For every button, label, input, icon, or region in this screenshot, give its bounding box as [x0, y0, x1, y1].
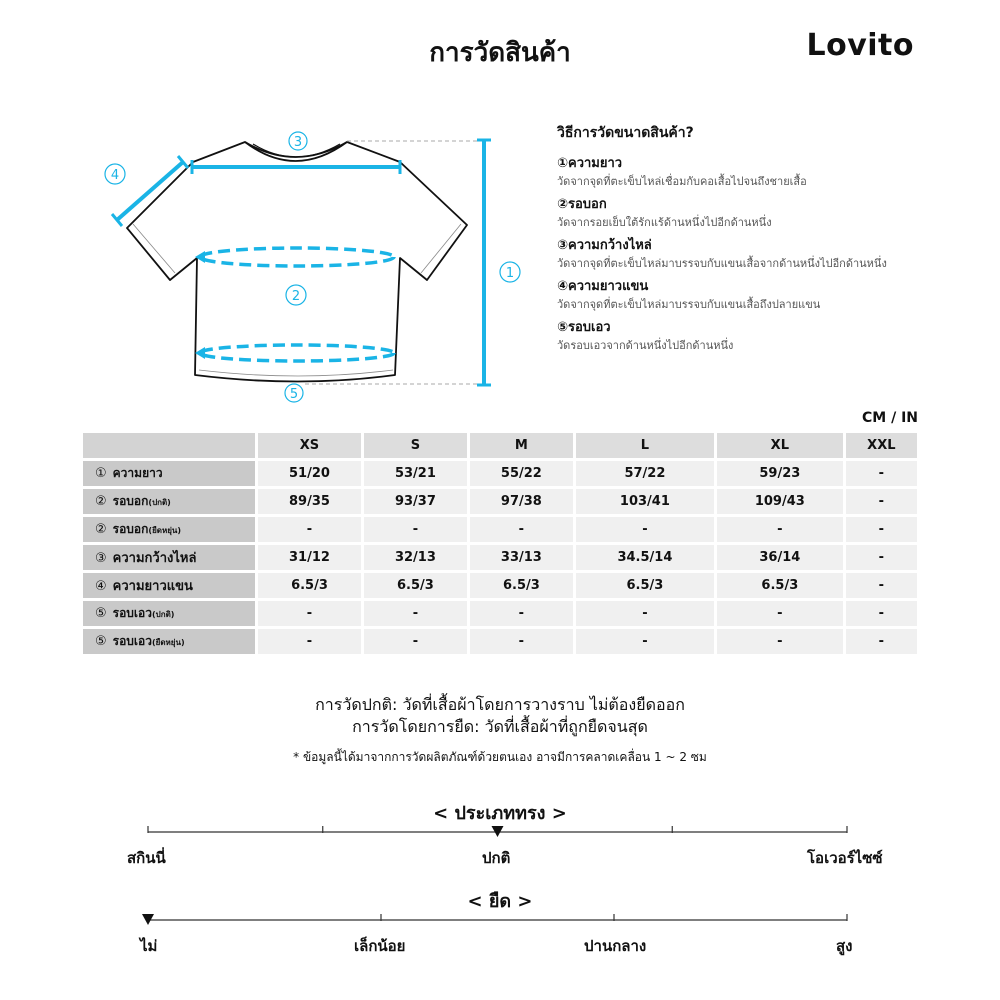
table-row	[83, 629, 917, 654]
row-number: ④	[95, 579, 107, 594]
row-name: รอบอก	[112, 494, 149, 508]
stretch-label-high: สูง	[836, 937, 853, 955]
table-cell: 6.5/3	[258, 573, 361, 598]
table-cell: -	[470, 629, 573, 654]
table-cell: -	[717, 629, 843, 654]
column-header: L	[576, 433, 714, 458]
stretch-label-none: ไม่	[140, 937, 158, 955]
stretch-scale-bar	[140, 914, 855, 934]
guide-item	[557, 318, 987, 355]
fit-label-skinny: สกินนี่	[127, 849, 166, 867]
guide-item	[557, 195, 987, 232]
table-cell: 53/21	[364, 461, 467, 486]
row-label	[83, 517, 255, 542]
table-cell: 97/38	[470, 489, 573, 514]
marker-1: 1	[505, 266, 515, 281]
row-name: รอบเอว	[112, 634, 152, 648]
row-label	[83, 545, 255, 570]
size-table	[80, 430, 920, 657]
marker-3: 3	[293, 135, 303, 150]
row-label	[83, 461, 255, 486]
table-header-row	[83, 433, 917, 458]
table-corner	[83, 433, 255, 458]
row-qualifier: (ยืดหยุ่น)	[151, 638, 185, 647]
row-number: ②	[95, 522, 107, 537]
row-name: รอบอก	[112, 522, 149, 536]
guide-title: รอบอก	[568, 197, 607, 212]
table-cell: 89/35	[258, 489, 361, 514]
table-cell: -	[470, 601, 573, 626]
table-cell: 109/43	[717, 489, 843, 514]
column-header: XL	[717, 433, 843, 458]
table-cell: -	[846, 517, 917, 542]
guide-number: ④	[557, 279, 569, 294]
table-cell: 93/37	[364, 489, 467, 514]
row-qualifier: (ปกติ)	[151, 610, 175, 619]
table-cell: 31/12	[258, 545, 361, 570]
guide-description: วัดจากจุดที่ตะเข็บไหล่เชื่อมกับคอเสื้อไปจนถึงชายเสื้อ	[557, 175, 807, 188]
guide-title: ความกว้างไหล่	[568, 238, 652, 253]
guide-description: วัดจากจุดที่ตะเข็บไหล่มาบรรจบกับแขนเสื้อถึงปลายแขน	[557, 298, 821, 311]
page-title: การวัดสินค้า	[429, 38, 571, 68]
measurement-notes	[0, 694, 1000, 767]
column-header: XS	[258, 433, 361, 458]
table-cell: -	[364, 629, 467, 654]
row-label	[83, 573, 255, 598]
table-cell: 6.5/3	[717, 573, 843, 598]
guide-item	[557, 277, 987, 314]
table-cell: 33/13	[470, 545, 573, 570]
row-label	[83, 629, 255, 654]
row-name: ความยาวแขน	[112, 579, 193, 594]
column-header: XXL	[846, 433, 917, 458]
table-row	[83, 517, 917, 542]
table-cell: -	[576, 629, 714, 654]
table-cell: -	[258, 629, 361, 654]
table-cell: -	[576, 517, 714, 542]
guide-number: ③	[557, 238, 569, 253]
row-label	[83, 489, 255, 514]
measurement-guide	[557, 122, 987, 359]
marker-2: 2	[291, 289, 301, 304]
table-cell: -	[846, 545, 917, 570]
table-cell: 36/14	[717, 545, 843, 570]
table-cell: 103/41	[576, 489, 714, 514]
table-cell: -	[364, 601, 467, 626]
table-cell: 34.5/14	[576, 545, 714, 570]
row-number: ⑤	[95, 634, 107, 649]
row-number: ①	[95, 466, 107, 481]
column-header: M	[470, 433, 573, 458]
column-header: S	[364, 433, 467, 458]
table-cell: -	[717, 517, 843, 542]
fit-label-oversize: โอเวอร์ไซซ์	[807, 849, 883, 867]
note-stretch: การวัดโดยการยืด: วัดที่เสื้อผ้าที่ถูกยืดจนสุด	[352, 717, 648, 736]
guide-item	[557, 154, 987, 191]
table-row	[83, 461, 917, 486]
stretch-label-medium: ปานกลาง	[584, 937, 647, 955]
table-row	[83, 601, 917, 626]
table-cell: -	[470, 517, 573, 542]
table-cell: 59/23	[717, 461, 843, 486]
guide-number: ⑤	[557, 320, 569, 335]
fit-scale-title: < ประเภททรง >	[433, 803, 567, 824]
row-qualifier: (ยืดหยุ่น)	[148, 526, 182, 535]
stretch-label-slight: เล็กน้อย	[354, 937, 406, 955]
row-name: ความยาว	[112, 466, 163, 480]
table-row	[83, 573, 917, 598]
guide-description: วัดจากจุดที่ตะเข็บไหล่มาบรรจบกับแขนเสื้อจากด้านหนึ่งไปอีกด้านหนึ่ง	[557, 257, 887, 270]
guide-title: รอบเอว	[568, 320, 611, 335]
guide-title: ความยาวแขน	[568, 279, 649, 294]
unit-label: CM / IN	[862, 410, 918, 426]
row-label	[83, 601, 255, 626]
table-cell: -	[846, 629, 917, 654]
row-number: ②	[95, 494, 107, 509]
table-cell: 6.5/3	[470, 573, 573, 598]
table-cell: 32/13	[364, 545, 467, 570]
stretch-scale-title: < ยืด >	[467, 891, 533, 912]
fit-scale-bar	[140, 826, 855, 846]
table-cell: -	[846, 461, 917, 486]
marker-4: 4	[110, 168, 120, 183]
guide-heading: วิธีการวัดขนาดสินค้า?	[557, 125, 694, 141]
guide-number: ①	[557, 156, 569, 171]
table-cell: -	[364, 517, 467, 542]
table-cell: 6.5/3	[576, 573, 714, 598]
disclaimer: * ข้อมูลนี้ได้มาจากการวัดผลิตภัณฑ์ด้วยตนเอง อาจมีการคลาดเคลื่อน 1 ~ 2 ซม	[293, 750, 707, 764]
marker-5: 5	[289, 387, 299, 402]
guide-description: วัดรอบเอวจากด้านหนึ่งไปอีกด้านหนึ่ง	[557, 339, 734, 352]
row-number: ⑤	[95, 606, 107, 621]
table-cell: -	[717, 601, 843, 626]
row-name: รอบเอว	[112, 606, 152, 620]
table-cell: 51/20	[258, 461, 361, 486]
row-name: ความกว้างไหล่	[112, 551, 197, 566]
table-row	[83, 489, 917, 514]
guide-number: ②	[557, 197, 569, 212]
table-cell: -	[846, 489, 917, 514]
table-cell: -	[258, 601, 361, 626]
fit-label-regular: ปกติ	[482, 849, 511, 867]
table-cell: -	[258, 517, 361, 542]
table-cell: -	[576, 601, 714, 626]
guide-title: ความยาว	[568, 156, 623, 171]
guide-item	[557, 236, 987, 273]
table-cell: 55/22	[470, 461, 573, 486]
brand-logo: Lovito	[806, 28, 914, 63]
table-cell: 6.5/3	[364, 573, 467, 598]
note-normal: การวัดปกติ: วัดที่เสื้อผ้าโดยการวางราบ ไม่ต้องยืดออก	[315, 695, 685, 714]
table-cell: -	[846, 573, 917, 598]
table-cell: -	[846, 601, 917, 626]
row-qualifier: (ปกติ)	[148, 498, 171, 507]
table-cell: 57/22	[576, 461, 714, 486]
shirt-measurement-diagram	[95, 120, 535, 410]
table-row	[83, 545, 917, 570]
guide-description: วัดจากรอยเย็บใต้รักแร้ด้านหนึ่งไปอีกด้านหนึ่ง	[557, 216, 772, 229]
row-number: ③	[95, 551, 107, 566]
